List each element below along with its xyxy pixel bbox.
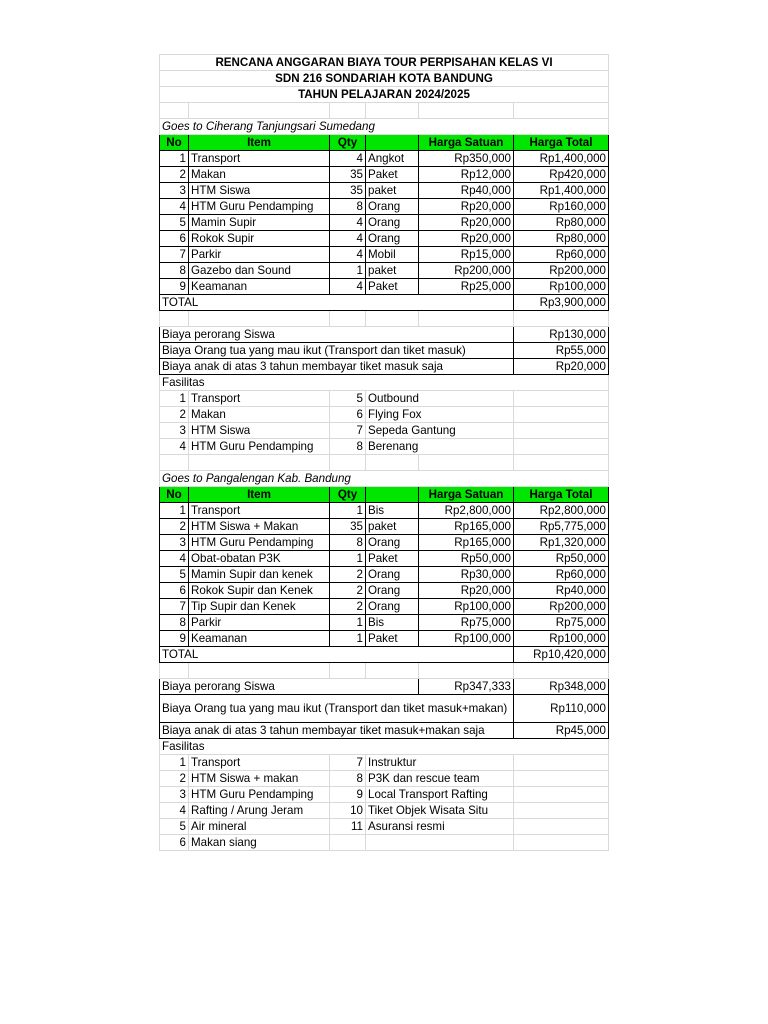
item-unit-price: Rp50,000 (419, 551, 514, 567)
empty-cell (160, 663, 189, 679)
item-total-price: Rp100,000 (514, 631, 609, 647)
item-no: 3 (160, 183, 189, 199)
item-unit: Orang (366, 583, 419, 599)
item-name: Rokok Supir dan Kenek (189, 583, 330, 599)
item-unit: Bis (366, 503, 419, 519)
item-no: 2 (160, 519, 189, 535)
column-header: Item (189, 135, 330, 151)
table-row (160, 263, 609, 279)
empty-cell (514, 423, 609, 439)
item-name: Obat-obatan P3K (189, 551, 330, 567)
cost-value: Rp20,000 (514, 359, 609, 375)
fasilitas-no: 9 (330, 787, 366, 803)
empty-cell (366, 103, 419, 119)
item-unit-price: Rp2,800,000 (419, 503, 514, 519)
empty-cell (419, 103, 514, 119)
fasilitas-no: 8 (330, 771, 366, 787)
item-no: 8 (160, 263, 189, 279)
empty-cell (514, 439, 609, 455)
cost-label: Biaya anak di atas 3 tahun membayar tiket masuk+makan saja (160, 723, 514, 739)
column-header: No (160, 487, 189, 503)
column-header: Qty (330, 135, 366, 151)
fasilitas-no: 4 (160, 803, 189, 819)
fasilitas-name: Local Transport Rafting (366, 787, 514, 803)
empty-cell (514, 407, 609, 423)
item-name: Keamanan (189, 279, 330, 295)
item-unit-price: Rp20,000 (419, 199, 514, 215)
fasilitas-name: Makan siang (189, 835, 330, 851)
title-row (160, 55, 609, 71)
item-unit: paket (366, 263, 419, 279)
blank-row (160, 455, 609, 471)
item-qty: 8 (330, 535, 366, 551)
item-total-price: Rp40,000 (514, 583, 609, 599)
fasilitas-no: 6 (160, 835, 189, 851)
table-row (160, 583, 609, 599)
cost-label: Biaya perorang Siswa (160, 679, 419, 695)
item-unit-price: Rp165,000 (419, 519, 514, 535)
item-qty: 2 (330, 599, 366, 615)
item-unit-price: Rp40,000 (419, 183, 514, 199)
cost-value: Rp55,000 (514, 343, 609, 359)
sheet-title-2: SDN 216 SONDARIAH KOTA BANDUNG (160, 71, 609, 87)
list-item (160, 391, 609, 407)
item-total-price: Rp60,000 (514, 567, 609, 583)
fasilitas-no: 7 (330, 755, 366, 771)
item-total-price: Rp5,775,000 (514, 519, 609, 535)
item-total-price: Rp1,400,000 (514, 151, 609, 167)
column-header: Harga Total (514, 487, 609, 503)
section-heading: Goes to Ciherang Tanjungsari Sumedang (160, 119, 609, 135)
item-no: 6 (160, 583, 189, 599)
column-header: Harga Satuan (419, 487, 514, 503)
item-unit: Mobil (366, 247, 419, 263)
table-row (160, 247, 609, 263)
item-qty: 1 (330, 263, 366, 279)
empty-cell (419, 455, 514, 471)
table-row (160, 535, 609, 551)
fasilitas-no: 5 (160, 819, 189, 835)
item-total-price: Rp200,000 (514, 599, 609, 615)
total-label: TOTAL (160, 295, 514, 311)
fasilitas-no: 1 (160, 391, 189, 407)
list-item (160, 787, 609, 803)
item-total-price: Rp50,000 (514, 551, 609, 567)
table-row (160, 615, 609, 631)
empty-cell (330, 455, 366, 471)
item-name: HTM Guru Pendamping (189, 535, 330, 551)
fasilitas-name: HTM Guru Pendamping (189, 787, 330, 803)
item-name: Parkir (189, 615, 330, 631)
cost-value: Rp130,000 (514, 327, 609, 343)
item-name: HTM Siswa (189, 183, 330, 199)
blank-row (160, 103, 609, 119)
table-row (160, 599, 609, 615)
item-total-price: Rp80,000 (514, 231, 609, 247)
column-header: Harga Satuan (419, 135, 514, 151)
item-name: Makan (189, 167, 330, 183)
total-value: Rp3,900,000 (514, 295, 609, 311)
empty-cell (419, 311, 514, 327)
item-unit-price: Rp75,000 (419, 615, 514, 631)
table-row (160, 199, 609, 215)
empty-cell (514, 819, 609, 835)
item-qty: 1 (330, 503, 366, 519)
fasilitas-name: Transport (189, 391, 330, 407)
item-no: 5 (160, 215, 189, 231)
item-no: 8 (160, 615, 189, 631)
item-unit-price: Rp20,000 (419, 231, 514, 247)
item-total-price: Rp420,000 (514, 167, 609, 183)
empty-cell (330, 663, 366, 679)
empty-cell (514, 103, 609, 119)
empty-cell (366, 663, 419, 679)
list-item (160, 439, 609, 455)
fasilitas-name: Air mineral (189, 819, 330, 835)
cost-row (160, 359, 609, 375)
section-heading-row (160, 119, 609, 135)
fasilitas-name: HTM Siswa + makan (189, 771, 330, 787)
table-row (160, 567, 609, 583)
fasilitas-no: 2 (160, 771, 189, 787)
empty-cell (189, 311, 330, 327)
title-row (160, 71, 609, 87)
list-item (160, 819, 609, 835)
item-name: HTM Siswa + Makan (189, 519, 330, 535)
cost-value: Rp348,000 (514, 679, 609, 695)
table-row (160, 167, 609, 183)
column-header: Harga Total (514, 135, 609, 151)
list-item (160, 803, 609, 819)
fasilitas-no: 2 (160, 407, 189, 423)
cost-label: Biaya anak di atas 3 tahun membayar tiket masuk saja (160, 359, 514, 375)
item-name: Tip Supir dan Kenek (189, 599, 330, 615)
cost-row (160, 343, 609, 359)
item-total-price: Rp1,400,000 (514, 183, 609, 199)
fasilitas-name: Flying Fox (366, 407, 514, 423)
table-row (160, 151, 609, 167)
item-name: Parkir (189, 247, 330, 263)
cost-value: Rp110,000 (514, 695, 609, 723)
empty-cell (330, 311, 366, 327)
empty-cell (189, 455, 330, 471)
empty-cell (514, 455, 609, 471)
total-row (160, 295, 609, 311)
item-no: 5 (160, 567, 189, 583)
list-item (160, 835, 609, 851)
table-row (160, 279, 609, 295)
table-row (160, 519, 609, 535)
item-no: 3 (160, 535, 189, 551)
fasilitas-label-row (160, 375, 609, 391)
column-header: No (160, 135, 189, 151)
fasilitas-no: 1 (160, 755, 189, 771)
table-row (160, 631, 609, 647)
title-row (160, 87, 609, 103)
item-qty: 8 (330, 199, 366, 215)
cost-row (160, 723, 609, 739)
item-no: 1 (160, 151, 189, 167)
empty-cell (514, 787, 609, 803)
cost-label: Biaya Orang tua yang mau ikut (Transport dan tiket masuk) (160, 343, 514, 359)
cost-label: Biaya perorang Siswa (160, 327, 514, 343)
fasilitas-name: Instruktur (366, 755, 514, 771)
item-qty: 4 (330, 279, 366, 295)
item-unit-price: Rp25,000 (419, 279, 514, 295)
cost-label: Biaya Orang tua yang mau ikut (Transport dan tiket masuk+makan) (160, 695, 514, 723)
empty-cell (160, 311, 189, 327)
empty-cell (514, 311, 609, 327)
item-unit: Orang (366, 231, 419, 247)
item-no: 4 (160, 199, 189, 215)
item-total-price: Rp60,000 (514, 247, 609, 263)
fasilitas-name: Outbound (366, 391, 514, 407)
empty-cell (514, 803, 609, 819)
cost-unit-value: Rp347,333 (419, 679, 514, 695)
fasilitas-no: 6 (330, 407, 366, 423)
column-header (366, 135, 419, 151)
empty-cell (160, 455, 189, 471)
sheet-title-3: TAHUN PELAJARAN 2024/2025 (160, 87, 609, 103)
item-qty: 35 (330, 183, 366, 199)
empty-cell (514, 391, 609, 407)
item-unit: Angkot (366, 151, 419, 167)
empty-cell (514, 835, 609, 851)
item-unit-price: Rp200,000 (419, 263, 514, 279)
item-unit-price: Rp20,000 (419, 215, 514, 231)
item-name: Keamanan (189, 631, 330, 647)
fasilitas-no: 3 (160, 787, 189, 803)
item-unit-price: Rp15,000 (419, 247, 514, 263)
empty-cell (330, 103, 366, 119)
total-label: TOTAL (160, 647, 514, 663)
item-unit-price: Rp165,000 (419, 535, 514, 551)
item-unit-price: Rp30,000 (419, 567, 514, 583)
item-no: 2 (160, 167, 189, 183)
item-unit: Paket (366, 631, 419, 647)
fasilitas-name: Sepeda Gantung (366, 423, 514, 439)
table-row (160, 215, 609, 231)
sheet-title-1: RENCANA ANGGARAN BIAYA TOUR PERPISAHAN KELAS VI (160, 55, 609, 71)
item-qty: 4 (330, 247, 366, 263)
item-unit-price: Rp100,000 (419, 631, 514, 647)
fasilitas-name: Rafting / Arung Jeram (189, 803, 330, 819)
total-row (160, 647, 609, 663)
fasilitas-no: 4 (160, 439, 189, 455)
header-row (160, 135, 609, 151)
empty-cell (160, 103, 189, 119)
fasilitas-label: Fasilitas (160, 375, 609, 391)
item-no: 7 (160, 247, 189, 263)
fasilitas-name: Transport (189, 755, 330, 771)
empty-cell (189, 663, 330, 679)
item-unit: Orang (366, 535, 419, 551)
fasilitas-name: HTM Guru Pendamping (189, 439, 330, 455)
total-value: Rp10,420,000 (514, 647, 609, 663)
list-item (160, 771, 609, 787)
item-name: Gazebo dan Sound (189, 263, 330, 279)
column-header: Qty (330, 487, 366, 503)
fasilitas-no: 11 (330, 819, 366, 835)
item-name: Transport (189, 503, 330, 519)
fasilitas-label: Fasilitas (160, 739, 609, 755)
item-unit: Bis (366, 615, 419, 631)
blank-row (160, 663, 609, 679)
header-row (160, 487, 609, 503)
item-qty: 1 (330, 631, 366, 647)
item-no: 9 (160, 279, 189, 295)
fasilitas-name: P3K dan rescue team (366, 771, 514, 787)
item-qty: 2 (330, 567, 366, 583)
item-unit: Orang (366, 599, 419, 615)
cost-row (160, 327, 609, 343)
list-item (160, 407, 609, 423)
column-header: Item (189, 487, 330, 503)
fasilitas-name: Tiket Objek Wisata Situ (366, 803, 514, 819)
fasilitas-name: Asuransi resmi (366, 819, 514, 835)
item-unit: paket (366, 183, 419, 199)
item-name: HTM Guru Pendamping (189, 199, 330, 215)
fasilitas-no: 10 (330, 803, 366, 819)
item-total-price: Rp1,320,000 (514, 535, 609, 551)
empty-cell (514, 663, 609, 679)
empty-cell (366, 455, 419, 471)
item-no: 6 (160, 231, 189, 247)
item-name: Rokok Supir (189, 231, 330, 247)
item-unit-price: Rp12,000 (419, 167, 514, 183)
item-unit: Paket (366, 279, 419, 295)
item-total-price: Rp200,000 (514, 263, 609, 279)
item-no: 9 (160, 631, 189, 647)
empty-cell (514, 771, 609, 787)
item-unit-price: Rp350,000 (419, 151, 514, 167)
fasilitas-name: Makan (189, 407, 330, 423)
cost-value: Rp45,000 (514, 723, 609, 739)
item-unit-price: Rp20,000 (419, 583, 514, 599)
item-qty: 4 (330, 215, 366, 231)
item-qty: 35 (330, 519, 366, 535)
fasilitas-no: 3 (160, 423, 189, 439)
empty-cell (366, 311, 419, 327)
fasilitas-name (366, 835, 514, 851)
table-row (160, 231, 609, 247)
item-total-price: Rp80,000 (514, 215, 609, 231)
fasilitas-label-row (160, 739, 609, 755)
item-name: Transport (189, 151, 330, 167)
item-name: Mamin Supir (189, 215, 330, 231)
item-no: 7 (160, 599, 189, 615)
item-qty: 4 (330, 151, 366, 167)
item-unit: Paket (366, 551, 419, 567)
fasilitas-name: Berenang (366, 439, 514, 455)
table-row (160, 503, 609, 519)
cost-row (160, 679, 609, 695)
table-row (160, 551, 609, 567)
item-qty: 2 (330, 583, 366, 599)
fasilitas-no (330, 835, 366, 851)
list-item (160, 755, 609, 771)
item-no: 4 (160, 551, 189, 567)
item-qty: 4 (330, 231, 366, 247)
item-qty: 1 (330, 615, 366, 631)
item-total-price: Rp160,000 (514, 199, 609, 215)
blank-row (160, 311, 609, 327)
item-unit-price: Rp100,000 (419, 599, 514, 615)
fasilitas-no: 5 (330, 391, 366, 407)
empty-cell (514, 755, 609, 771)
section-heading-row (160, 471, 609, 487)
column-header (366, 487, 419, 503)
budget-sheet (159, 54, 609, 851)
fasilitas-no: 8 (330, 439, 366, 455)
fasilitas-name: HTM Siswa (189, 423, 330, 439)
item-total-price: Rp2,800,000 (514, 503, 609, 519)
item-unit: Orang (366, 215, 419, 231)
cost-row (160, 695, 609, 723)
empty-cell (189, 103, 330, 119)
list-item (160, 423, 609, 439)
item-unit: Orang (366, 199, 419, 215)
item-unit: Paket (366, 167, 419, 183)
item-name: Mamin Supir dan kenek (189, 567, 330, 583)
section-heading: Goes to Pangalengan Kab. Bandung (160, 471, 609, 487)
item-unit: Orang (366, 567, 419, 583)
empty-cell (419, 663, 514, 679)
item-total-price: Rp75,000 (514, 615, 609, 631)
item-no: 1 (160, 503, 189, 519)
table-row (160, 183, 609, 199)
item-qty: 35 (330, 167, 366, 183)
item-unit: paket (366, 519, 419, 535)
item-total-price: Rp100,000 (514, 279, 609, 295)
fasilitas-no: 7 (330, 423, 366, 439)
item-qty: 1 (330, 551, 366, 567)
